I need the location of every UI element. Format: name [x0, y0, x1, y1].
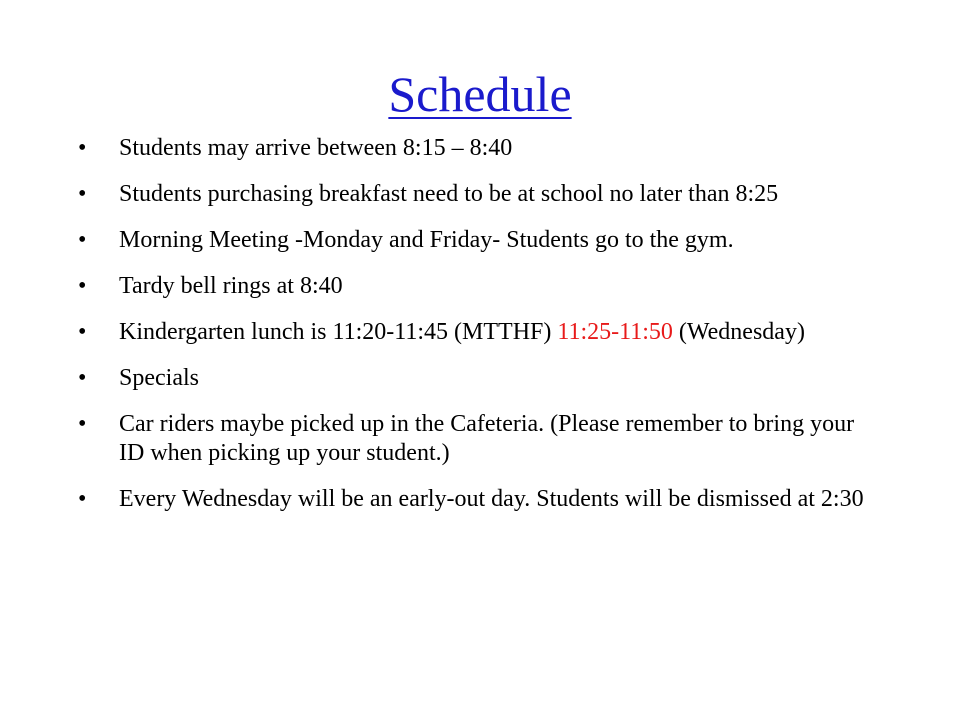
bullet-icon: • [78, 319, 87, 345]
bullet-icon: • [78, 227, 87, 253]
bullet-icon: • [78, 411, 87, 437]
schedule-title-link[interactable]: Schedule [388, 66, 572, 122]
list-item-text: Car riders maybe picked up in the Cafeteria. (Please remember to bring your ID when picking up your student.) [119, 411, 855, 466]
list-item [78, 410, 878, 468]
bullet-icon: • [78, 365, 87, 391]
wednesday-lunch-time: 11:25-11:50 [557, 319, 673, 345]
bullet-icon: • [78, 273, 87, 299]
list-item [78, 226, 878, 255]
list-item [78, 318, 878, 347]
bullet-icon: • [78, 181, 87, 207]
list-item-text: Students purchasing breakfast need to be at school no later than 8:25 [119, 181, 779, 207]
list-item [78, 364, 878, 393]
page-title [0, 62, 960, 126]
list-item [78, 134, 878, 163]
list-item [78, 272, 878, 301]
list-item-text: Tardy bell rings at 8:40 [119, 273, 343, 299]
bullet-icon: • [78, 135, 87, 161]
bullet-icon: • [78, 486, 87, 512]
list-item-text-after: (Wednesday) [672, 319, 805, 345]
list-item-text: Every Wednesday will be an early-out day. Students will be dismissed at 2:30 [119, 486, 864, 512]
list-item-text: Specials [119, 365, 199, 391]
list-item-text: Morning Meeting -Monday and Friday- Students go to the gym. [119, 227, 734, 253]
list-item [78, 485, 878, 514]
list-item-text-before: Kindergarten lunch is 11:20-11:45 (MTTHF) [119, 319, 558, 345]
list-item-text: Students may arrive between 8:15 – 8:40 [119, 135, 513, 161]
bullet-list [78, 134, 878, 531]
list-item [78, 180, 878, 209]
